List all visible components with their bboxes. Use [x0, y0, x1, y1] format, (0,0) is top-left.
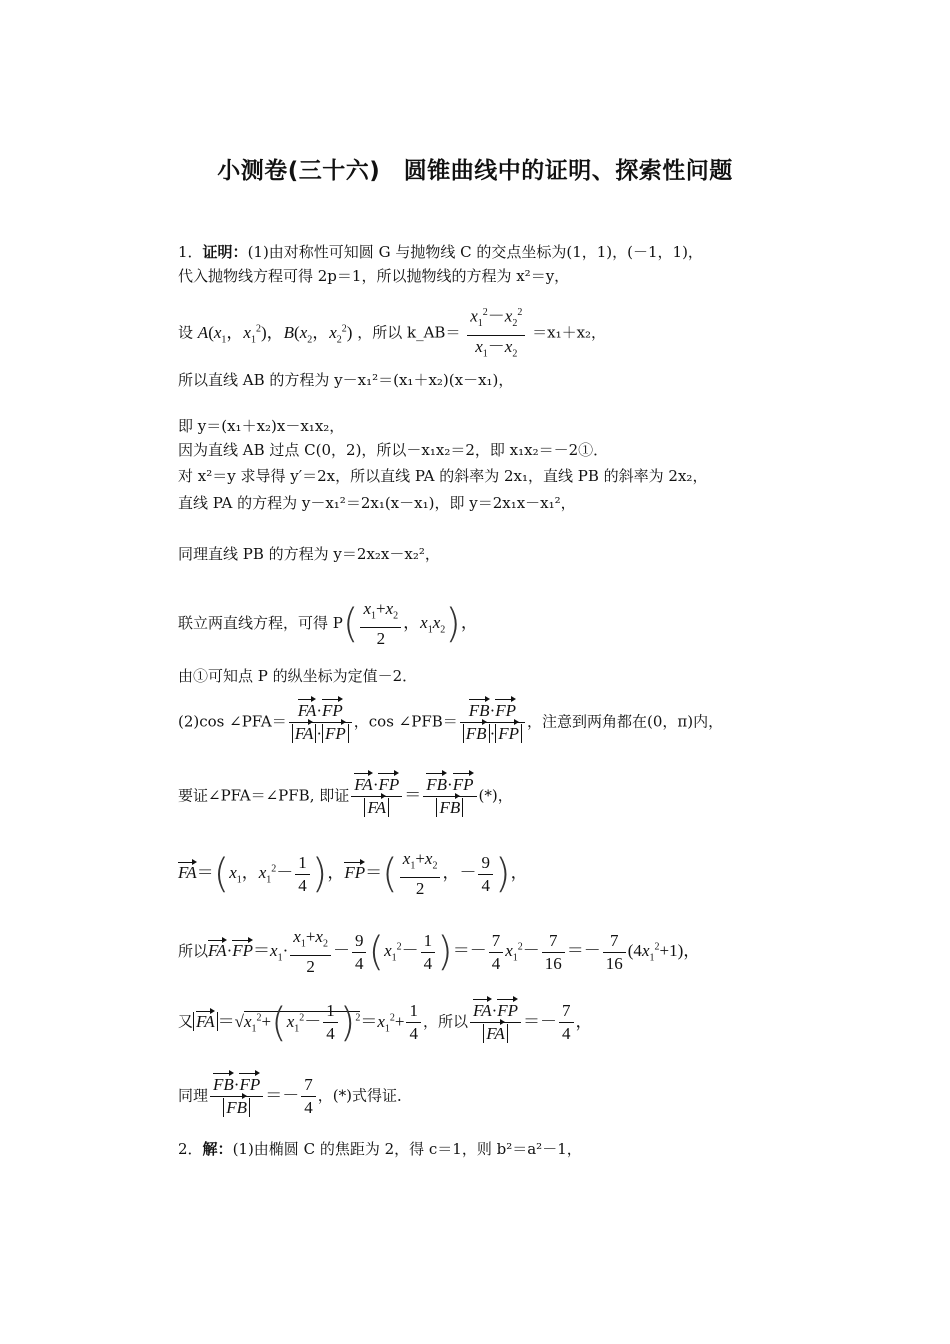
p1-l3-end: ＝x₁＋x₂， [532, 323, 607, 342]
page-title: 小测卷(三十六) 圆锥曲线中的证明、探索性问题 [217, 158, 733, 184]
formula-ratio-A: $\frac{FA\cdot FP}{FA}$ [351, 774, 402, 819]
p1-line-13: 要证∠PFA＝∠PFB, 即证 $\frac{FA\cdot FP}{FA}$ ＝ $\frac{FB\cdot FP}{FB}$ (*)， [178, 775, 513, 817]
p1-l12-mid: ，cos ∠PFB＝ [353, 712, 458, 731]
p1-line-4: 所以直线 AB 的方程为 y－x₁²＝(x₁＋x₂)(x－x₁)， [178, 371, 514, 389]
p1-line-7: 对 x²＝y 求导得 y′＝2x，所以直线 PA 的斜率为 2x₁，直线 PB 的斜率为 2x₂， [178, 467, 708, 485]
problem-number: 2． [178, 1140, 203, 1158]
p1-l16-mid: ，所以 [422, 1012, 468, 1031]
p1-line-12 [178, 700, 723, 745]
p1-line-11: 由①可知点 P 的纵坐标为定值－2． [178, 667, 418, 685]
solution-label: 解： [202, 1140, 233, 1158]
formula-norm-FA: FA $=√x_1^2+(x_1^2-$ $\frac{1}{4}$ )$^2=x_1^2+$ $\frac{1}{4}$ [193, 1012, 423, 1031]
p1-l15-prefix: 所以 [178, 942, 209, 961]
formula-points-AB: $A(x_1$，$x_1^2$)，$B(x_2$，$x_2^2$) [197, 322, 353, 346]
formula-slope-fraction: $\frac{x_1^2-x_2^2}{x_1-x_2}$ [467, 302, 525, 365]
p1-line-16: 又 FA $=√x_1^2+(x_1^2-$ $\frac{1}{4}$ )$^2=x_1^2+$ $\frac{1}{4}$ ，所以 $\frac{FA\cdot FP}{FA}$ ＝－ $\frac{7}{4}$ ， [178, 999, 593, 1046]
p1-text-1: (1)由对称性可知圆 G 与抛物线 C 的交点坐标为(1，1)，(－1，1)， [247, 243, 703, 261]
p1-line-10 [178, 598, 478, 650]
p1-line-3 [178, 302, 606, 365]
p1-line-5: 即 y＝(x₁＋x₂)x－x₁x₂， [178, 417, 345, 435]
p1-line-2: 代入抛物线方程可得 2p＝1，所以抛物线的方程为 x²＝y， [178, 267, 570, 285]
p1-line-17: 同理 $\frac{FB\cdot FP}{FB}$ ＝－ $\frac{7}{4}$ ，(*)式得证． [178, 1075, 412, 1118]
p1-line-1 [178, 242, 703, 262]
p1-l13-end: (*)， [478, 786, 513, 805]
p1-l13-prefix: 要证∠PFA＝∠PFB, 即证 [178, 786, 350, 805]
formula-point-P: ( $\frac{x_1+x_2}{2}$ ，$x_1x_2$)， [342, 599, 478, 649]
p2-text-1: (1)由椭圆 C 的焦距为 2，得 c＝1，则 b²＝a²－1， [232, 1140, 582, 1158]
p1-line-6: 因为直线 AB 过点 C(0，2)，所以－x₁x₂＝2，即 x₁x₂＝－2①． [178, 441, 609, 459]
p1-l16-prefix: 又 [178, 1012, 194, 1031]
p1-l10-prefix: 联立两直线方程，可得 P [178, 614, 343, 633]
p1-l17-prefix: 同理 [178, 1086, 209, 1105]
p1-l17-end: ，(*)式得证． [317, 1086, 412, 1105]
p1-line-15 [178, 926, 700, 978]
formula-ratio-B: $\frac{FB\cdot FP}{FB}$ [423, 774, 476, 819]
formula-cos-PFB: $\frac{FB\cdot FP}{FB \cdot FP}$ [460, 700, 525, 745]
p1-l12-prefix: (2)cos ∠PFA＝ [178, 712, 287, 731]
formula-ratio-B-value: $\frac{FB\cdot FP}{FB}$ [210, 1074, 263, 1119]
p1-l12-end: ，注意到两角都在(0，π)内， [527, 712, 724, 731]
proof-label: 证明： [202, 243, 248, 261]
p1-line-9: 同理直线 PB 的方程为 y＝2x₂x－x₂²， [178, 545, 440, 563]
formula-ratio-A-value: $\frac{FA\cdot FP}{FA}$ [470, 1000, 521, 1045]
formula-dot-product: $FA\cdot FP=x_1\cdot$ $\frac{x_1+x_2}{2}$ － $\frac{9}{4}$ ($x_1^2-$ $\frac{1}{4}$ )＝－ $\frac{7}{4}$ $x_1^2-$ $\frac{7}{16}$ ＝－ $\frac{7}{16}$ $(4x_1^2+1)$， [208, 927, 701, 977]
p1-l3-mid: ，所以 k_AB＝ [357, 323, 461, 342]
p1-line-14: $FA=(x_1$，$x_1^2-$ $\frac{1}{4}$ )，FP＝( $\frac{x_1+x_2}{2}$ ，－ $\frac{9}{4}$ )， [178, 849, 528, 899]
p1-l3-prefix: 设 [178, 323, 194, 342]
problem-number: 1． [178, 243, 203, 261]
formula-cos-PFA: $\frac{FA\cdot FP}{FA \cdot FP}$ [289, 700, 352, 745]
p1-line-8: 直线 PA 的方程为 y－x₁²＝2x₁(x－x₁)，即 y＝2x₁x－x₁²， [178, 494, 576, 512]
p2-line-1 [178, 1139, 582, 1159]
